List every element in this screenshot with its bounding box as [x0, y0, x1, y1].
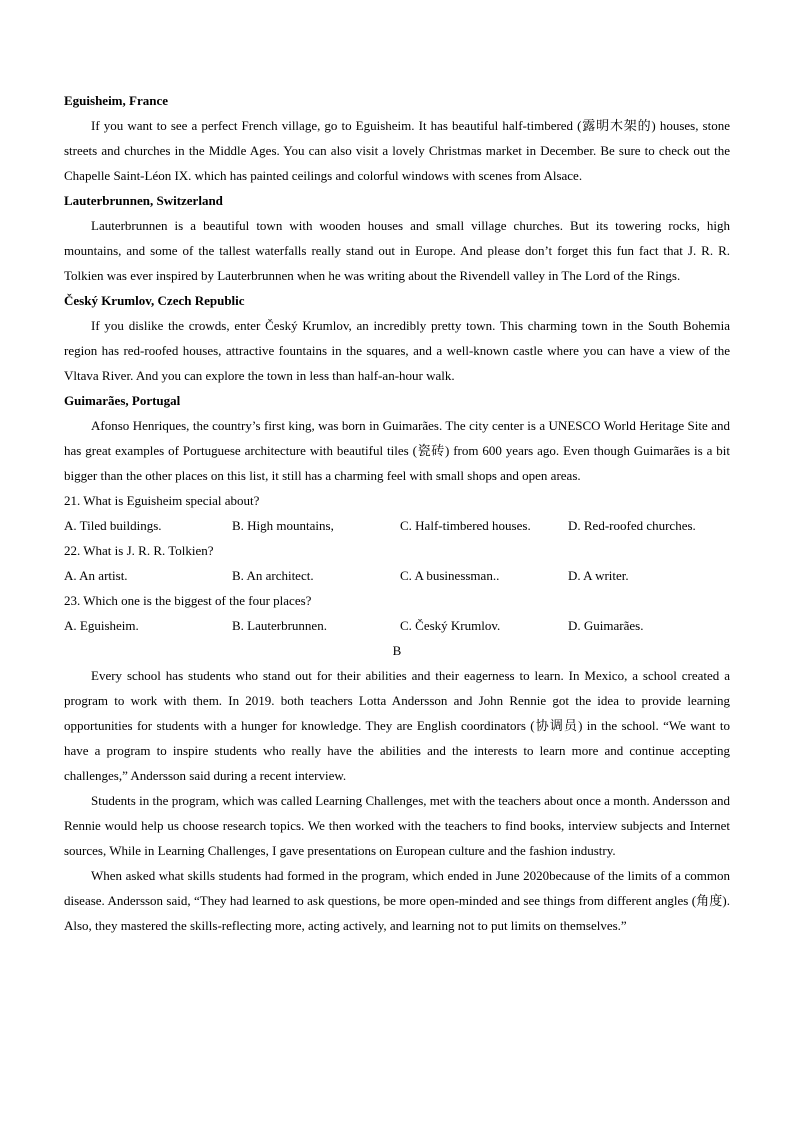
document-page — [64, 88, 730, 938]
question-23-options — [64, 613, 730, 638]
passage-a — [64, 88, 730, 488]
place-heading-guimaraes: Guimarães, Portugal — [64, 393, 181, 408]
question-23-option-a: A. Eguisheim. — [64, 618, 139, 633]
question-23-stem: 23. Which one is the biggest of the four places? — [64, 593, 312, 608]
question-21-option-c: C. Half-timbered houses. — [400, 518, 531, 533]
section-label-b: B — [392, 643, 402, 658]
place-text-guimaraes: Afonso Henriques, the country’s first king, was born in Guimarães. The city center is a UNESCO World Heritage Site and has great examples of Portuguese architecture with beautiful tiles (瓷砖) from 600 years ago. Even though Guimarães is a bit bigger than the other places on this list, it still has a charming feel with small shops and open areas. — [64, 418, 730, 483]
place-heading-cesky-krumlov: Český Krumlov, Czech Republic — [64, 293, 245, 308]
question-22-option-a: A. An artist. — [64, 568, 128, 583]
passage-b — [64, 638, 730, 938]
question-22-option-b: B. An architect. — [232, 568, 314, 583]
question-21-option-b: B. High mountains, — [232, 518, 334, 533]
passage-b-paragraph-2: Students in the program, which was called Learning Challenges, met with the teachers about once a month. Andersson and Rennie would help us choose research topics. We then worked with the teachers to find books, interview subjects and Internet sources, While in Learning Challenges, I gave presentations on European culture and the fashion industry. — [64, 793, 730, 858]
question-22-option-c: C. A businessman.. — [400, 568, 500, 583]
place-text-cesky-krumlov: If you dislike the crowds, enter Český Krumlov, an incredibly pretty town. This charming town in the South Bohemia region has red-roofed houses, attractive fountains in the squares, and a well-known castle where you can have a view of the Vltava River. And you can explore the town in less than half-an-hour walk. — [64, 318, 730, 383]
place-heading-lauterbrunnen: Lauterbrunnen, Switzerland — [64, 193, 223, 208]
passage-b-paragraph-1: Every school has students who stand out for their abilities and their eagerness to learn. In Mexico, a school created a program to work with them. In 2019. both teachers Lotta Andersson and John Rennie got the idea to provide learning opportunities for students with a hunger for knowledge. They are English coordinators (协调员) in the school. “We want to have a program to inspire students who really have the abilities and the interests to learn more and continue accepting challenges,” Andersson said during a recent interview. — [64, 668, 730, 783]
question-21-options — [64, 513, 730, 538]
place-heading-eguisheim: Eguisheim, France — [64, 93, 168, 108]
passage-b-paragraph-3: When asked what skills students had formed in the program, which ended in June 2020because of the limits of a common disease. Andersson said, “They had learned to ask questions, be more open-minded and see things from different angles (角度). Also, they mastered the skills-reflecting more, acting actively, and learning not to put limits on themselves.” — [64, 868, 730, 933]
place-text-lauterbrunnen: Lauterbrunnen is a beautiful town with wooden houses and small village churches. But its towering rocks, high mountains, and some of the tallest waterfalls really stand out in Europe. And please don’t forget this fun fact that J. R. R. Tolkien was ever inspired by Lauterbrunnen when he was writing about the Rivendell valley in The Lord of the Rings. — [64, 218, 730, 283]
question-block — [64, 488, 730, 638]
question-21-option-a: A. Tiled buildings. — [64, 518, 162, 533]
question-23-option-d: D. Guimarães. — [568, 618, 644, 633]
question-23-option-b: B. Lauterbrunnen. — [232, 618, 327, 633]
question-22-stem: 22. What is J. R. R. Tolkien? — [64, 543, 214, 558]
place-text-eguisheim: If you want to see a perfect French village, go to Eguisheim. It has beautiful half-timbered (露明木架的) houses, stone streets and churches in the Middle Ages. You can also visit a lovely Christmas market in December. Be sure to check out the Chapelle Saint-Léon IX. which has painted ceilings and colorful windows with scenes from Alsace. — [64, 118, 730, 183]
question-22-option-d: D. A writer. — [568, 568, 629, 583]
question-23-option-c: C. Český Krumlov. — [400, 618, 501, 633]
question-21-stem: 21. What is Eguisheim special about? — [64, 493, 260, 508]
question-21-option-d: D. Red-roofed churches. — [568, 518, 696, 533]
question-22-options — [64, 563, 730, 588]
